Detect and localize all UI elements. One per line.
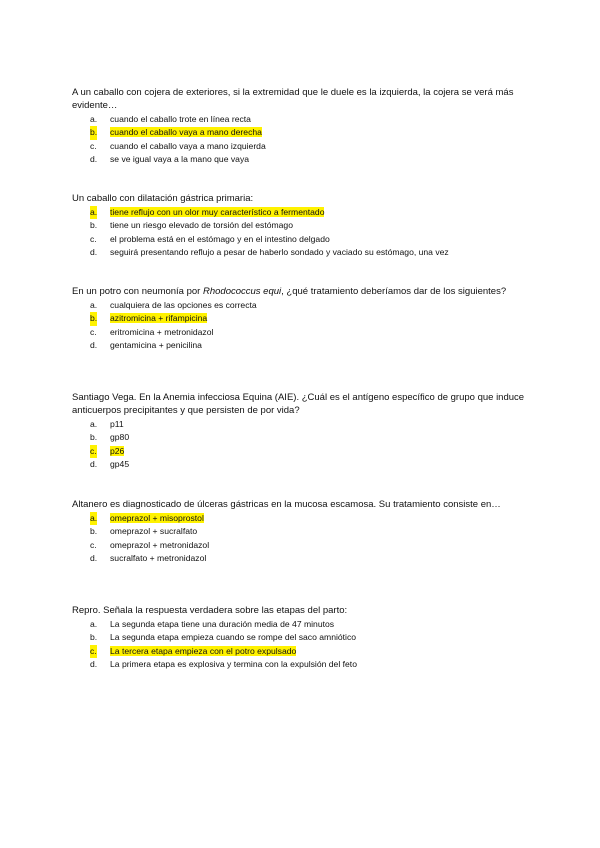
option-list (72, 299, 532, 353)
option-c (72, 326, 532, 339)
option-d (72, 552, 532, 565)
option-list (72, 113, 532, 167)
option-list (72, 618, 532, 672)
option-letter: c. (90, 539, 97, 550)
option-d (72, 458, 532, 471)
question-stem: Un caballo con dilatación gástrica primaria: (72, 193, 254, 204)
option-letter: a. (90, 419, 98, 429)
option-a (72, 299, 532, 312)
stem-text: , ¿qué tratamiento deberíamos dar de los siguientes? (281, 286, 507, 297)
option-text: sucralfato + metronidazol (110, 553, 207, 564)
option-text: tiene reflujo con un olor muy característico a fermentado (110, 207, 325, 217)
option-letter: d. (90, 247, 98, 258)
option-letter: b. (90, 632, 98, 643)
option-letter: a. (90, 206, 97, 219)
option-c (72, 140, 532, 153)
question-6 (72, 604, 532, 672)
option-text: La segunda etapa empieza cuando se rompe del saco amniótico (110, 632, 357, 643)
option-letter: c. (90, 326, 97, 337)
option-text: omeprazol + metronidazol (110, 539, 210, 550)
option-c (72, 539, 532, 552)
question-stem: Altanero es diagnosticado de úlceras gástricas en la mucosa escamosa. Su tratamiento consiste en… (72, 499, 501, 510)
option-text: gp80 (110, 432, 130, 443)
option-d (72, 339, 532, 352)
question-4 (72, 391, 532, 472)
option-letter: d. (90, 659, 98, 670)
option-text: azitromicina + rifampicina (110, 313, 208, 324)
option-b (72, 431, 532, 444)
option-a (72, 618, 532, 631)
option-text: gp45 (110, 459, 130, 470)
option-text: La tercera etapa empieza con el potro expulsado (110, 645, 297, 656)
option-letter: a. (90, 512, 97, 525)
option-letter: b. (90, 526, 98, 537)
option-text: La segunda etapa tiene una duración media de 47 minutos (110, 619, 335, 629)
option-text: omeprazol + misoprostol (110, 513, 204, 523)
option-text: p26 (110, 445, 125, 456)
question-1 (72, 86, 532, 167)
option-letter: c. (90, 645, 97, 658)
option-b-highlighted (72, 126, 532, 139)
option-letter: d. (90, 154, 98, 165)
option-a-highlighted (72, 512, 532, 525)
option-list (72, 206, 532, 260)
option-letter: d. (90, 553, 98, 564)
question-stem: Repro. Señala la respuesta verdadera sobre las etapas del parto: (72, 605, 348, 616)
option-a (72, 113, 532, 126)
question-stem: A un caballo con cojera de exteriores, si la extremidad que le duele es la izquierda, la cojera se verá más evidente… (72, 87, 514, 111)
option-c-highlighted (72, 445, 532, 458)
option-c-highlighted (72, 645, 532, 658)
stem-text: En un potro con neumonía por (72, 286, 203, 297)
option-b (72, 219, 532, 232)
option-text: cuando el caballo vaya a mano derecha (110, 127, 262, 138)
option-text: el problema está en el estómago y en el intestino delgado (110, 233, 330, 244)
option-text: cualquiera de las opciones es correcta (110, 300, 257, 310)
option-list (72, 512, 532, 566)
stem-species-italic: Rhodococcus equi (202, 286, 282, 297)
option-letter: b. (90, 220, 98, 231)
option-text: seguirá presentando reflujo a pesar de haberlo sondado y vaciado su estómago, una vez (110, 247, 449, 258)
option-letter: a. (90, 114, 98, 124)
option-letter: c. (90, 140, 97, 151)
option-a-highlighted (72, 206, 532, 219)
option-letter: d. (90, 459, 98, 470)
option-letter: b. (90, 432, 98, 443)
option-letter: a. (90, 300, 98, 310)
option-letter: b. (90, 312, 97, 325)
question-3 (72, 285, 532, 353)
option-text: se ve igual vaya a la mano que vaya (110, 154, 250, 165)
option-letter: b. (90, 126, 97, 139)
option-text: gentamicina + penicilina (110, 340, 202, 351)
question-stem (72, 285, 532, 298)
question-5 (72, 498, 532, 566)
option-letter: a. (90, 619, 98, 629)
option-b (72, 525, 532, 538)
option-text: La primera etapa es explosiva y termina con la expulsión del feto (110, 659, 357, 670)
option-text: omeprazol + sucralfato (110, 526, 198, 537)
option-b-highlighted (72, 312, 532, 325)
option-text: cuando el caballo vaya a mano izquierda (110, 140, 266, 151)
option-text: cuando el caballo trote en línea recta (110, 114, 251, 124)
question-stem: Santiago Vega. En la Anemia infecciosa Equina (AIE). ¿Cuál es el antígeno específico de grupo que induce anticuerpos precipitantes y que persisten de por vida? (72, 392, 525, 416)
option-a (72, 418, 532, 431)
question-2 (72, 192, 532, 260)
option-text: eritromicina + metronidazol (110, 326, 214, 337)
option-list (72, 418, 532, 472)
option-d (72, 658, 532, 671)
option-letter: d. (90, 340, 98, 351)
option-d (72, 153, 532, 166)
option-letter: c. (90, 233, 97, 244)
option-text: p11 (110, 419, 124, 429)
option-letter: c. (90, 445, 97, 458)
option-b (72, 631, 532, 644)
option-d (72, 246, 532, 259)
option-c (72, 233, 532, 246)
option-text: tiene un riesgo elevado de torsión del estómago (110, 220, 293, 231)
